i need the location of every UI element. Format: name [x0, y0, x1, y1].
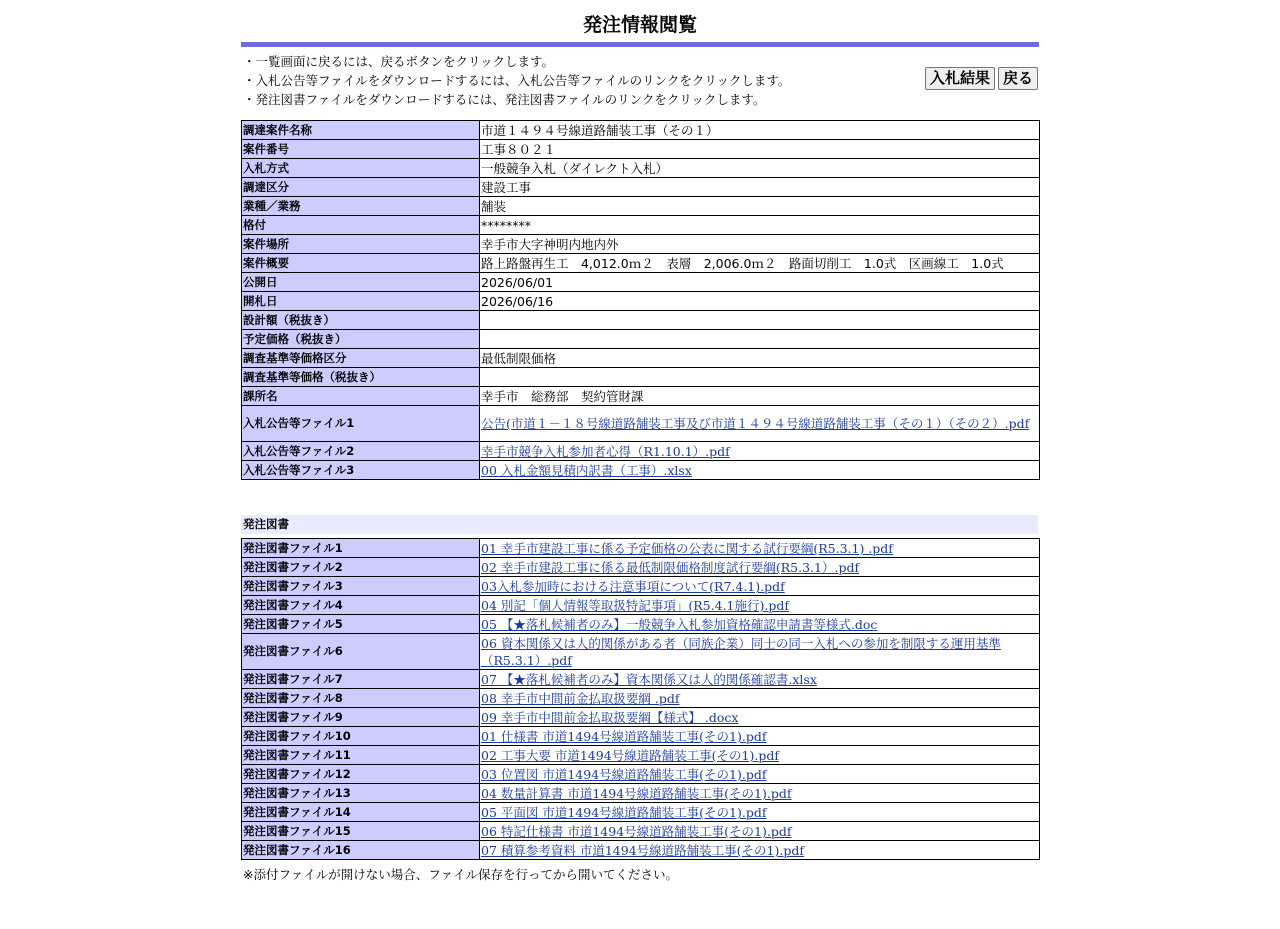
file-link[interactable]: 03 位置図 市道1494号線道路舗装工事(その1).pdf: [481, 767, 767, 782]
row-value: 市道１４９４号線道路舗装工事（その１）: [480, 121, 1040, 140]
table-row: [242, 803, 1040, 822]
file-link[interactable]: 01 幸手市建設工事に係る予定価格の公表に関する試行要綱(R5.3.1) .pdf: [481, 541, 893, 556]
file-link[interactable]: 06 特記仕様書 市道1494号線道路舗装工事(その1).pdf: [481, 824, 792, 839]
row-value: [480, 442, 1040, 461]
row-label: 発注図書ファイル8: [242, 689, 480, 708]
row-label: 設計額（税抜き）: [242, 311, 480, 330]
file-link[interactable]: 01 仕様書 市道1494号線道路舗装工事(その1).pdf: [481, 729, 767, 744]
row-value: 幸手市大字神明内地内外: [480, 235, 1040, 254]
row-value: 最低制限価格: [480, 349, 1040, 368]
file-link[interactable]: 05 【★落札候補者のみ】一般競争入札参加資格確認申請書等様式.doc: [481, 617, 878, 632]
file-link[interactable]: 00 入札金額見積内訳書（工事）.xlsx: [481, 463, 692, 478]
table-row: [242, 387, 1040, 406]
row-value: 舗装: [480, 197, 1040, 216]
row-label: 調達案件名称: [242, 121, 480, 140]
row-label: 発注図書ファイル2: [242, 558, 480, 577]
row-value: 工事８０２１: [480, 140, 1040, 159]
row-value: [480, 803, 1040, 822]
row-value: [480, 539, 1040, 558]
row-label: 案件場所: [242, 235, 480, 254]
row-value: [480, 689, 1040, 708]
row-value: [480, 368, 1040, 387]
table-row: [242, 406, 1040, 442]
row-label: 公開日: [242, 273, 480, 292]
table-row: [242, 178, 1040, 197]
row-label: 発注図書ファイル12: [242, 765, 480, 784]
table-row: [242, 558, 1040, 577]
row-label: 入札公告等ファイル3: [242, 461, 480, 480]
row-value: [480, 708, 1040, 727]
row-value: 一般競争入札（ダイレクト入札）: [480, 159, 1040, 178]
row-value: [480, 746, 1040, 765]
table-row: [242, 615, 1040, 634]
row-label: 調査基準等価格（税抜き）: [242, 368, 480, 387]
table-row: [242, 292, 1040, 311]
row-value: [480, 461, 1040, 480]
row-label: 業種／業務: [242, 197, 480, 216]
row-label: 入札方式: [242, 159, 480, 178]
row-value: ********: [480, 216, 1040, 235]
row-label: 発注図書ファイル5: [242, 615, 480, 634]
row-label: 開札日: [242, 292, 480, 311]
table-row: [242, 349, 1040, 368]
table-row: [242, 121, 1040, 140]
row-label: 発注図書ファイル7: [242, 670, 480, 689]
table-row: [242, 254, 1040, 273]
drawings-section-title: 発注図書: [241, 515, 1038, 534]
file-link[interactable]: 07 積算参考資料 市道1494号線道路舗装工事(その1).pdf: [481, 843, 804, 858]
row-value: [480, 406, 1040, 442]
file-link[interactable]: 02 幸手市建設工事に係る最低制限価格制度試行要綱(R5.3.1）.pdf: [481, 560, 860, 575]
file-link[interactable]: 05 平面図 市道1494号線道路舗装工事(その1).pdf: [481, 805, 767, 820]
row-value: [480, 558, 1040, 577]
file-link[interactable]: 02 工事大要 市道1494号線道路舗装工事(その1).pdf: [481, 748, 779, 763]
instructions-list: [241, 47, 1039, 109]
table-row: [242, 670, 1040, 689]
row-label: 発注図書ファイル4: [242, 596, 480, 615]
table-row: [242, 442, 1040, 461]
row-value: 建設工事: [480, 178, 1040, 197]
back-button[interactable]: 戻る: [998, 67, 1038, 90]
case-info-table: [241, 120, 1040, 480]
row-label: 発注図書ファイル9: [242, 708, 480, 727]
file-link[interactable]: 04 別記「個人情報等取扱特記事項」(R5.4.1施行).pdf: [481, 598, 789, 613]
table-row: [242, 765, 1040, 784]
row-label: 調達区分: [242, 178, 480, 197]
table-row: [242, 235, 1040, 254]
table-row: [242, 708, 1040, 727]
file-link[interactable]: 03入札参加時における注意事項について(R7.4.1).pdf: [481, 579, 785, 594]
action-buttons: [925, 67, 1038, 90]
row-label: 発注図書ファイル15: [242, 822, 480, 841]
table-row: [242, 784, 1040, 803]
table-row: [242, 330, 1040, 349]
table-row: [242, 311, 1040, 330]
row-label: 発注図書ファイル11: [242, 746, 480, 765]
row-value: [480, 784, 1040, 803]
table-row: [242, 140, 1040, 159]
footer-note: ※添付ファイルが開けない場合、ファイル保存を行ってから開いてください。: [243, 867, 678, 882]
table-row: [242, 746, 1040, 765]
row-label: 発注図書ファイル13: [242, 784, 480, 803]
row-label: 予定価格（税抜き）: [242, 330, 480, 349]
row-value: [480, 634, 1040, 670]
file-link[interactable]: 09 幸手市中間前金払取扱要綱【様式】 .docx: [481, 710, 739, 725]
row-label: 発注図書ファイル14: [242, 803, 480, 822]
file-link[interactable]: 07 【★落札候補者のみ】資本関係又は人的関係確認書.xlsx: [481, 672, 817, 687]
row-value: [480, 577, 1040, 596]
row-value: 幸手市 総務部 契約管財課: [480, 387, 1040, 406]
row-value: [480, 670, 1040, 689]
file-link[interactable]: 幸手市競争入札参加者心得（R1.10.1）.pdf: [481, 444, 730, 459]
row-value: [480, 765, 1040, 784]
row-value: [480, 841, 1040, 860]
table-row: [242, 841, 1040, 860]
row-value: [480, 822, 1040, 841]
table-row: [242, 368, 1040, 387]
row-label: 入札公告等ファイル2: [242, 442, 480, 461]
row-value: [480, 311, 1040, 330]
row-label: 発注図書ファイル10: [242, 727, 480, 746]
table-row: [242, 461, 1040, 480]
row-label: 案件番号: [242, 140, 480, 159]
instructions-area: [241, 47, 1039, 120]
table-row: [242, 216, 1040, 235]
file-link[interactable]: 04 数量計算書 市道1494号線道路舗装工事(その1).pdf: [481, 786, 792, 801]
row-label: 調査基準等価格区分: [242, 349, 480, 368]
table-row: [242, 273, 1040, 292]
table-row: [242, 197, 1040, 216]
row-label: 入札公告等ファイル1: [242, 406, 480, 442]
row-label: 課所名: [242, 387, 480, 406]
table-row: [242, 727, 1040, 746]
table-row: [242, 159, 1040, 178]
row-value: [480, 330, 1040, 349]
row-label: 格付: [242, 216, 480, 235]
file-link[interactable]: 06 資本関係又は人的関係がある者（同族企業）同士の同一入札への参加を制限する運用基準（R5.3.1）.pdf: [481, 635, 1001, 668]
bid-results-button[interactable]: 入札結果: [925, 67, 995, 90]
table-row: [242, 596, 1040, 615]
row-value: 2026/06/01: [480, 273, 1040, 292]
row-label: 案件概要: [242, 254, 480, 273]
row-label: 発注図書ファイル16: [242, 841, 480, 860]
page-title: 発注情報閲覧: [582, 14, 697, 36]
row-value: [480, 615, 1040, 634]
row-value: 2026/06/16: [480, 292, 1040, 311]
drawing-files-table: [241, 538, 1040, 860]
instruction-item: ・入札公告等ファイルをダウンロードするには、入札公告等ファイルのリンクをクリックします。: [243, 73, 791, 88]
page-container: [241, 0, 1039, 883]
row-label: 発注図書ファイル6: [242, 634, 480, 670]
table-row: [242, 689, 1040, 708]
table-row: [242, 822, 1040, 841]
instruction-item: ・一覧画面に戻るには、戻るボタンをクリックします。: [243, 54, 555, 69]
row-value: 路上路盤再生工 4,012.0ｍ２ 表層 2,006.0ｍ２ 路面切削工 1.0式 区画線工 1.0式: [480, 254, 1040, 273]
row-label: 発注図書ファイル3: [242, 577, 480, 596]
file-link[interactable]: 公告(市道１－１８号線道路舗装工事及び市道１４９４号線道路舗装工事（その１）（その２）.pdf: [481, 416, 1030, 431]
instruction-item: ・発注図書ファイルをダウンロードするには、発注図書ファイルのリンクをクリックします。: [243, 92, 766, 107]
row-value: [480, 727, 1040, 746]
row-value: [480, 596, 1040, 615]
table-row: [242, 539, 1040, 558]
row-label: 発注図書ファイル1: [242, 539, 480, 558]
file-link[interactable]: 08 幸手市中間前金払取扱要綱 .pdf: [481, 691, 680, 706]
table-row: [242, 634, 1040, 670]
table-row: [242, 577, 1040, 596]
